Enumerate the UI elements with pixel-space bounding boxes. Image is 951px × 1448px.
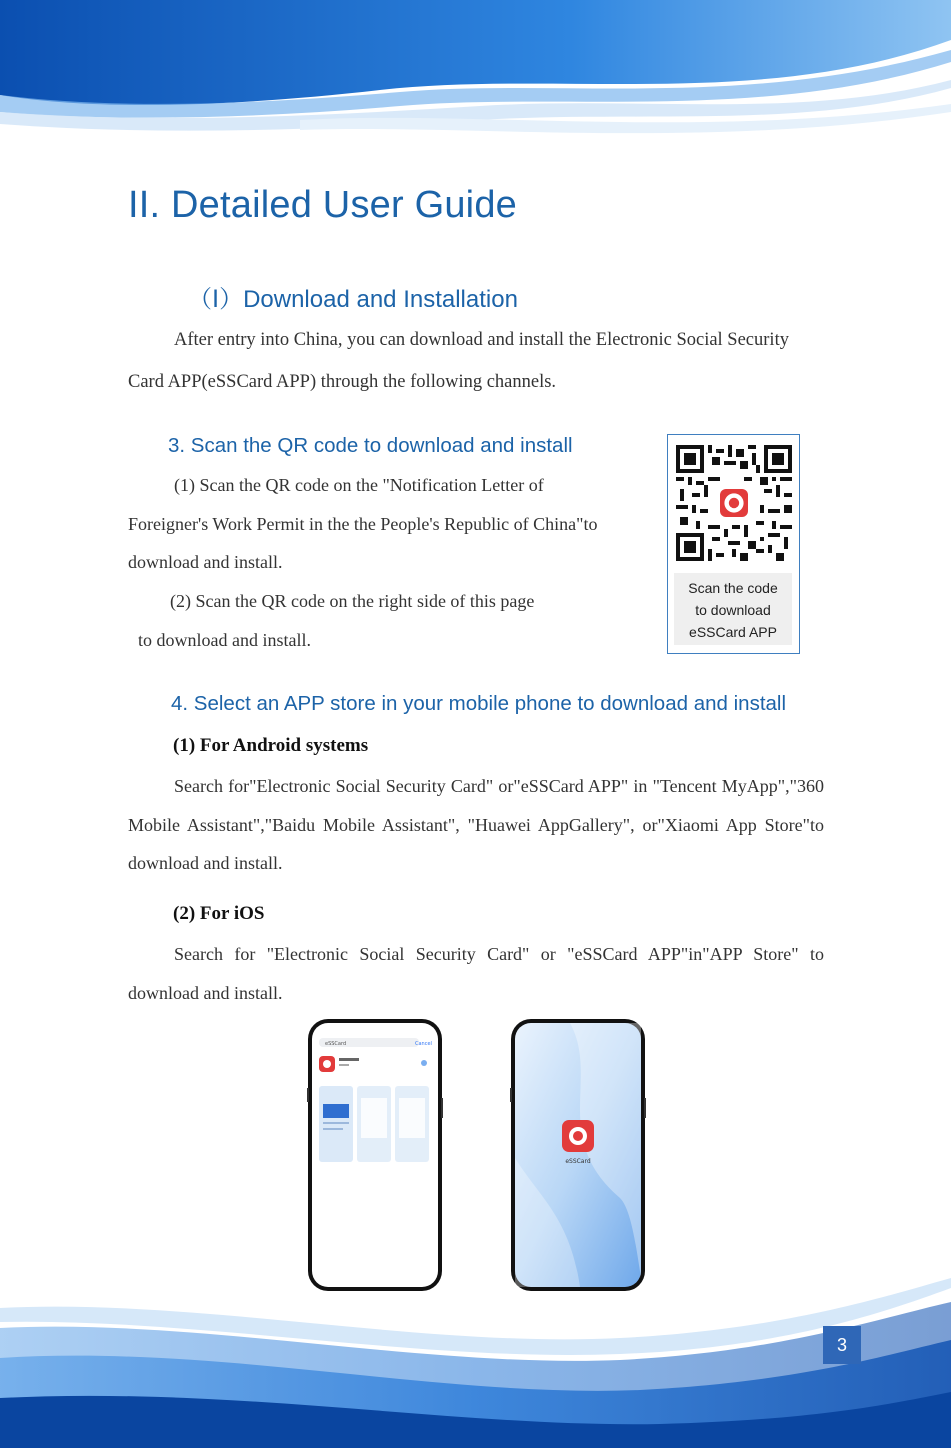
store-cancel-text[interactable]: Cancel (415, 1041, 432, 1047)
ios-paragraph: Search for "Electronic Social Security Card" or "eSSCard APP"in"APP Store" to download and install. (128, 944, 824, 1003)
page-title: II. Detailed User Guide (128, 184, 517, 226)
qr-code-icon[interactable] (676, 445, 792, 561)
scan-heading: 3. Scan the QR code to download and install (168, 434, 573, 457)
qr-caption-line-2: to download (695, 602, 771, 618)
bottom-wave-decoration (0, 1278, 951, 1448)
qr-caption-line-1: Scan the code (688, 580, 778, 596)
store-search-text: eSSCard (325, 1041, 347, 1047)
section-heading: （Ⅰ）Download and Installation (188, 286, 518, 313)
app-store-heading: 4. Select an APP store in your mobile phone to download and install (171, 692, 787, 715)
intro-paragraph: After entry into China, you can download and install the Electronic Social Security Card APP(eSSCard APP) through the following channels. (128, 330, 789, 392)
scan-item-2-line2: to download and install. (138, 629, 311, 650)
qr-caption-line-3: eSSCard APP (689, 624, 777, 640)
qr-caption (674, 573, 792, 645)
app-label-text: eSSCard (565, 1158, 591, 1165)
phone-app-store-screenshot (307, 1018, 443, 1292)
page-number: 3 (823, 1326, 861, 1364)
qr-code-box (667, 434, 800, 654)
android-paragraph: Search for"Electronic Social Security Card" or"eSSCard APP" in "Tencent MyApp","360 Mobile Assistant","Baidu Mobile Assistant", "Huawei AppGallery", or"Xiaomi App Store"to download and install. (128, 776, 824, 873)
scan-item-2 (128, 582, 608, 659)
android-heading: (1) For Android systems (173, 735, 369, 756)
top-wave-decoration (0, 0, 951, 150)
scan-item-1: (1) Scan the QR code on the "Notification Letter of Foreigner's Work Permit in the the People's Republic of China"to download and install. (128, 475, 598, 572)
scan-item-2-line1: (2) Scan the QR code on the right side of this page (170, 591, 535, 611)
phone-installed-app-screenshot (510, 1018, 646, 1292)
ios-heading: (2) For iOS (173, 903, 265, 924)
